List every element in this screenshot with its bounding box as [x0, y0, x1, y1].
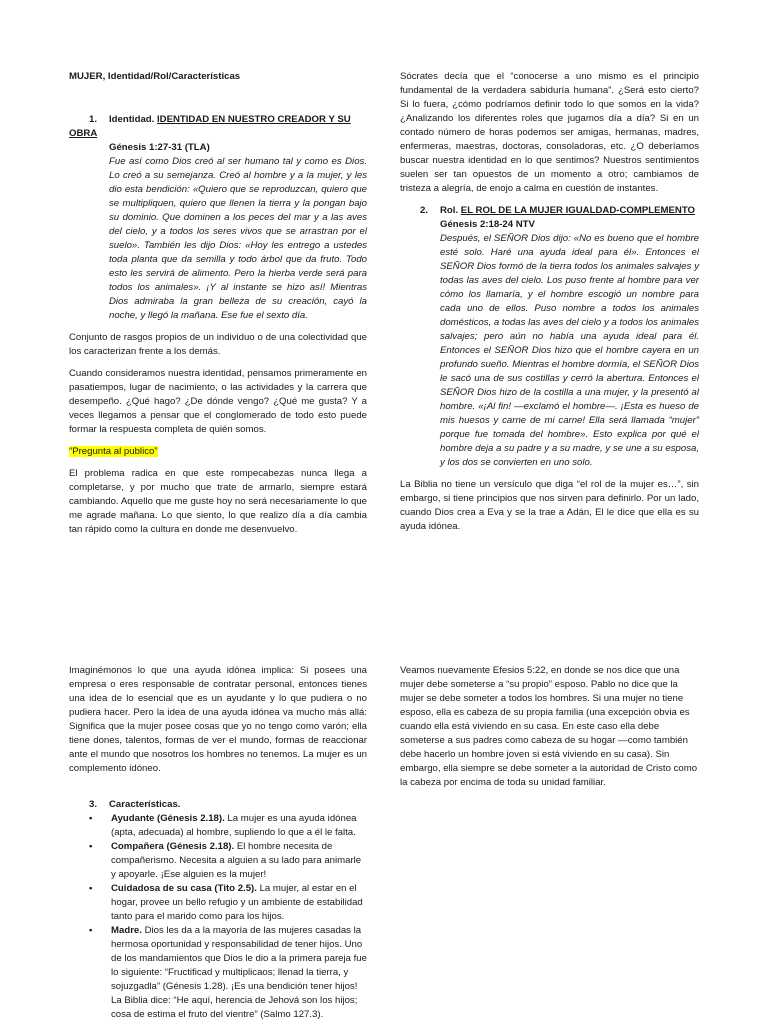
- section-1-number: 1.: [89, 114, 98, 125]
- list-item-text: La mujer es una ayuda idónea (apta, adecuada) al hombre, supliendo lo que a él le falta.: [111, 813, 357, 838]
- list-item-text: El hombre necesita de compañerismo. Necesita a alguien a su lado para animarle y apoyarle. ¡Ese alguien es la mujer!: [111, 841, 362, 880]
- page2-left-column: [69, 664, 367, 1022]
- bible-role-paragraph: La Biblia no tiene un versículo que diga “el rol de la mujer es…”, sin embargo, si tiene principios que nos sirven para definirlo. Por un lado, cuando Dios crea a Eva y se la trae a Adán, El le dice que ella es su ayuda idónea.: [400, 479, 699, 532]
- list-item: [69, 840, 367, 882]
- page2-right-column: [400, 664, 699, 790]
- bullet-icon: •: [89, 813, 93, 824]
- identity-paragraph: Cuando consideramos nuestra identidad, pensamos primeramente en pasatiempos, lugar de nacimiento, o las actividades y la carrera que desempeño. ¿Qué hago? ¿De dónde vengo? ¿Qué me gusta? Y a veces llegamos a pensar que el conglomerado de todo esto puede formar la respuesta completa de quién somos.: [69, 368, 367, 435]
- list-item-text: La mujer, al estar en el hogar, provee un bello refugio y un ambiente de estabilidad tanto para el marido como para los hijos.: [111, 883, 363, 922]
- section-1-heading: [69, 113, 367, 141]
- list-item-text: Dios les da a la mayoría de las mujeres casadas la hermosa oportunidad y responsabilidad de tener hijos. Uno de los mandamientos que Dios le dio a la primera pareja fue lo siguiente: “Fructificad y multiplicaos; llenad la tierra, y sojuzgadla” (Génesis 1.28). ¡Es una bendición tener hijos! La Biblia dice: “He aquí, herencia de Jehová son los hijos; cosa de estima el fruto del vientre” (Salmo 127.3).: [111, 925, 367, 1020]
- document-title: MUJER, Identidad/Rol/Características: [69, 71, 241, 82]
- puzzle-paragraph: El problema radica en que este rompecabezas nunca llega a completarse, y por mucho que trate de armarlo, siempre estará cambiando. Aquello que me guste hoy no será necesariamente lo que me agrade mañana. Lo que siento, lo que realizo día a día cambia tan rápido como la cultura en donde me desenvuelvo.: [69, 468, 367, 535]
- bullet-icon: •: [89, 841, 93, 852]
- ephesians-paragraph: Veamos nuevamente Efesios 5:22, en donde se nos dice que una mujer debe someterse a “su propio” esposo. Pablo no dice que la mujer se debe someter a todos los hombres. Si una mujer no tiene esposo, ella es cabeza de su propia familia (una excepción obvia es cuando ella está viviendo en su casa. En este caso ella debe someterse a sus padres como cabeza de su hogar —como también debe hacerlo un hombre joven si está viviendo en su casa). Sin embargo, ella siempre se debe someter a la autoridad de Cristo como la cabeza por encima de toda su unidad familiar.: [400, 665, 698, 788]
- section-2-label: Rol.: [440, 205, 459, 216]
- list-item: [69, 924, 367, 1022]
- list-item: [69, 812, 367, 840]
- list-item-title: Ayudante (Génesis 2.18).: [111, 813, 225, 824]
- section-3-heading: [69, 798, 367, 812]
- section-2-title: EL ROL DE LA MUJER IGUALDAD-COMPLEMENTO: [460, 205, 695, 216]
- bullet-icon: •: [89, 925, 93, 936]
- helper-paragraph: Imaginémonos lo que una ayuda idónea implica: Si posees una empresa o eres responsable de contratar personal, entonces tienes una idea de lo esencial que es un ayudante y lo que pudiera o no pudiera hacer. Pero la idea de una ayuda idónea va mucho más allá: Significa que la mujer posee cosas que yo no tengo como varón; ella tiene dones, talentos, formas de ver el mundo, formas de reaccionar ante el mundo que nosotros los hombres no tenemos. La mujer es un complemento idóneo.: [69, 665, 367, 774]
- list-item-title: Cuidadosa de su casa (Tito 2.5).: [111, 883, 257, 894]
- list-item: [69, 882, 367, 924]
- audience-question-highlight: “Pregunta al publico”: [69, 446, 158, 457]
- section-1-title: IDENTIDAD EN NUESTRO CREADOR Y SU OBRA: [69, 114, 351, 139]
- page1-left-column: [69, 70, 367, 537]
- section-3-number: 3.: [89, 799, 98, 810]
- section-2-quote: Después, el SEÑOR Dios dijo: «No es bueno que el hombre esté solo. Haré una ayuda ideal para él». Entonces el SEÑOR Dios formó de la tierra todos los animales salvajes y todas las aves del cielo. Los puso frente al hombre para ver cómo los llamaría, y el hombre escogió un nombre para cada uno de ellos. Puso nombre a todos los animales domésticos, a todas las aves del cielo y a todos los animales salvajes; pero aún no había una ayuda ideal para él. Entonces el SEÑOR Dios hizo que el hombre cayera en un profundo sueño. Mientras el hombre dormía, el SEÑOR Dios le sacó una de sus costillas y cerró la abertura. Entonces el SEÑOR Dios hizo de la costilla a una mujer, y la presentó al hombre. «¡Al fin! —exclamó el hombre—. ¡Esta es hueso de mis huesos y carne de mi carne! Ella será llamada “mujer” porque fue tomada del hombre». Esto explica por qué el hombre deja a su padre y a su madre, y se une a su esposa, y los dos se convierten en uno solo.: [440, 233, 699, 468]
- section-1-label: Identidad.: [109, 114, 155, 125]
- section-3-label: Características.: [109, 799, 181, 810]
- socrates-paragraph: Sócrates decía que el “conocerse a uno mismo es el principio fundamental de la verdadera sabiduría humana”. ¿Será esto cierto? Si lo fuera, ¿cómo podríamos definir todo lo que somos en la vida? ¿Analizando los diferentes roles que jugamos día a día? Si en un contado número de horas podemos ser amigas, hermanas, madres, enfermeras, maestras, doctoras, consoladoras, etc. ¿O deberíamos buscar nuestra identidad en lo que sentimos? Nuestros sentimientos suelen ser tan opuestos de un momento a otro; cambiamos de tristeza a alegría, de enojo a calma en cuestión de instantes.: [400, 71, 699, 194]
- section-2-heading: [400, 204, 699, 218]
- list-item-title: Madre.: [111, 925, 142, 936]
- definition-paragraph: Conjunto de rasgos propios de un individuo o de una colectividad que los caracterizan frente a los demás.: [69, 332, 367, 357]
- characteristics-list: [69, 812, 367, 1022]
- section-2-number: 2.: [420, 205, 429, 216]
- page1-right-column: [400, 70, 699, 534]
- section-2-reference: Génesis 2:18-24 NTV: [440, 219, 535, 230]
- section-1-reference: Génesis 1:27-31 (TLA): [109, 142, 210, 153]
- section-1-quote: Fue así como Dios creó al ser humano tal y como es Dios. Lo creó a su semejanza. Creó al hombre y a la mujer, y les dio esta bendición: «Quiero que se reproduzcan, quiero que se multipliquen, quiero que llenen la tierra y la pongan bajo su dominio. Que dominen a los peces del mar y a las aves del cielo, y a todos los seres vivos que se arrastran por el suelo». También les dijo Dios: «Hoy les entrego a ustedes toda planta que da semilla y todo árbol que da fruto. Todo esto les servirá de alimento. Pero la hierba verde será para todos los animales». ¡Y al instante se hizo así! Mientras Dios admiraba la gran belleza de su creación, cayó la noche, y llegó la mañana. Ese fue el sexto día.: [109, 156, 367, 321]
- list-item-title: Compañera (Génesis 2.18).: [111, 841, 235, 852]
- bullet-icon: •: [89, 883, 93, 894]
